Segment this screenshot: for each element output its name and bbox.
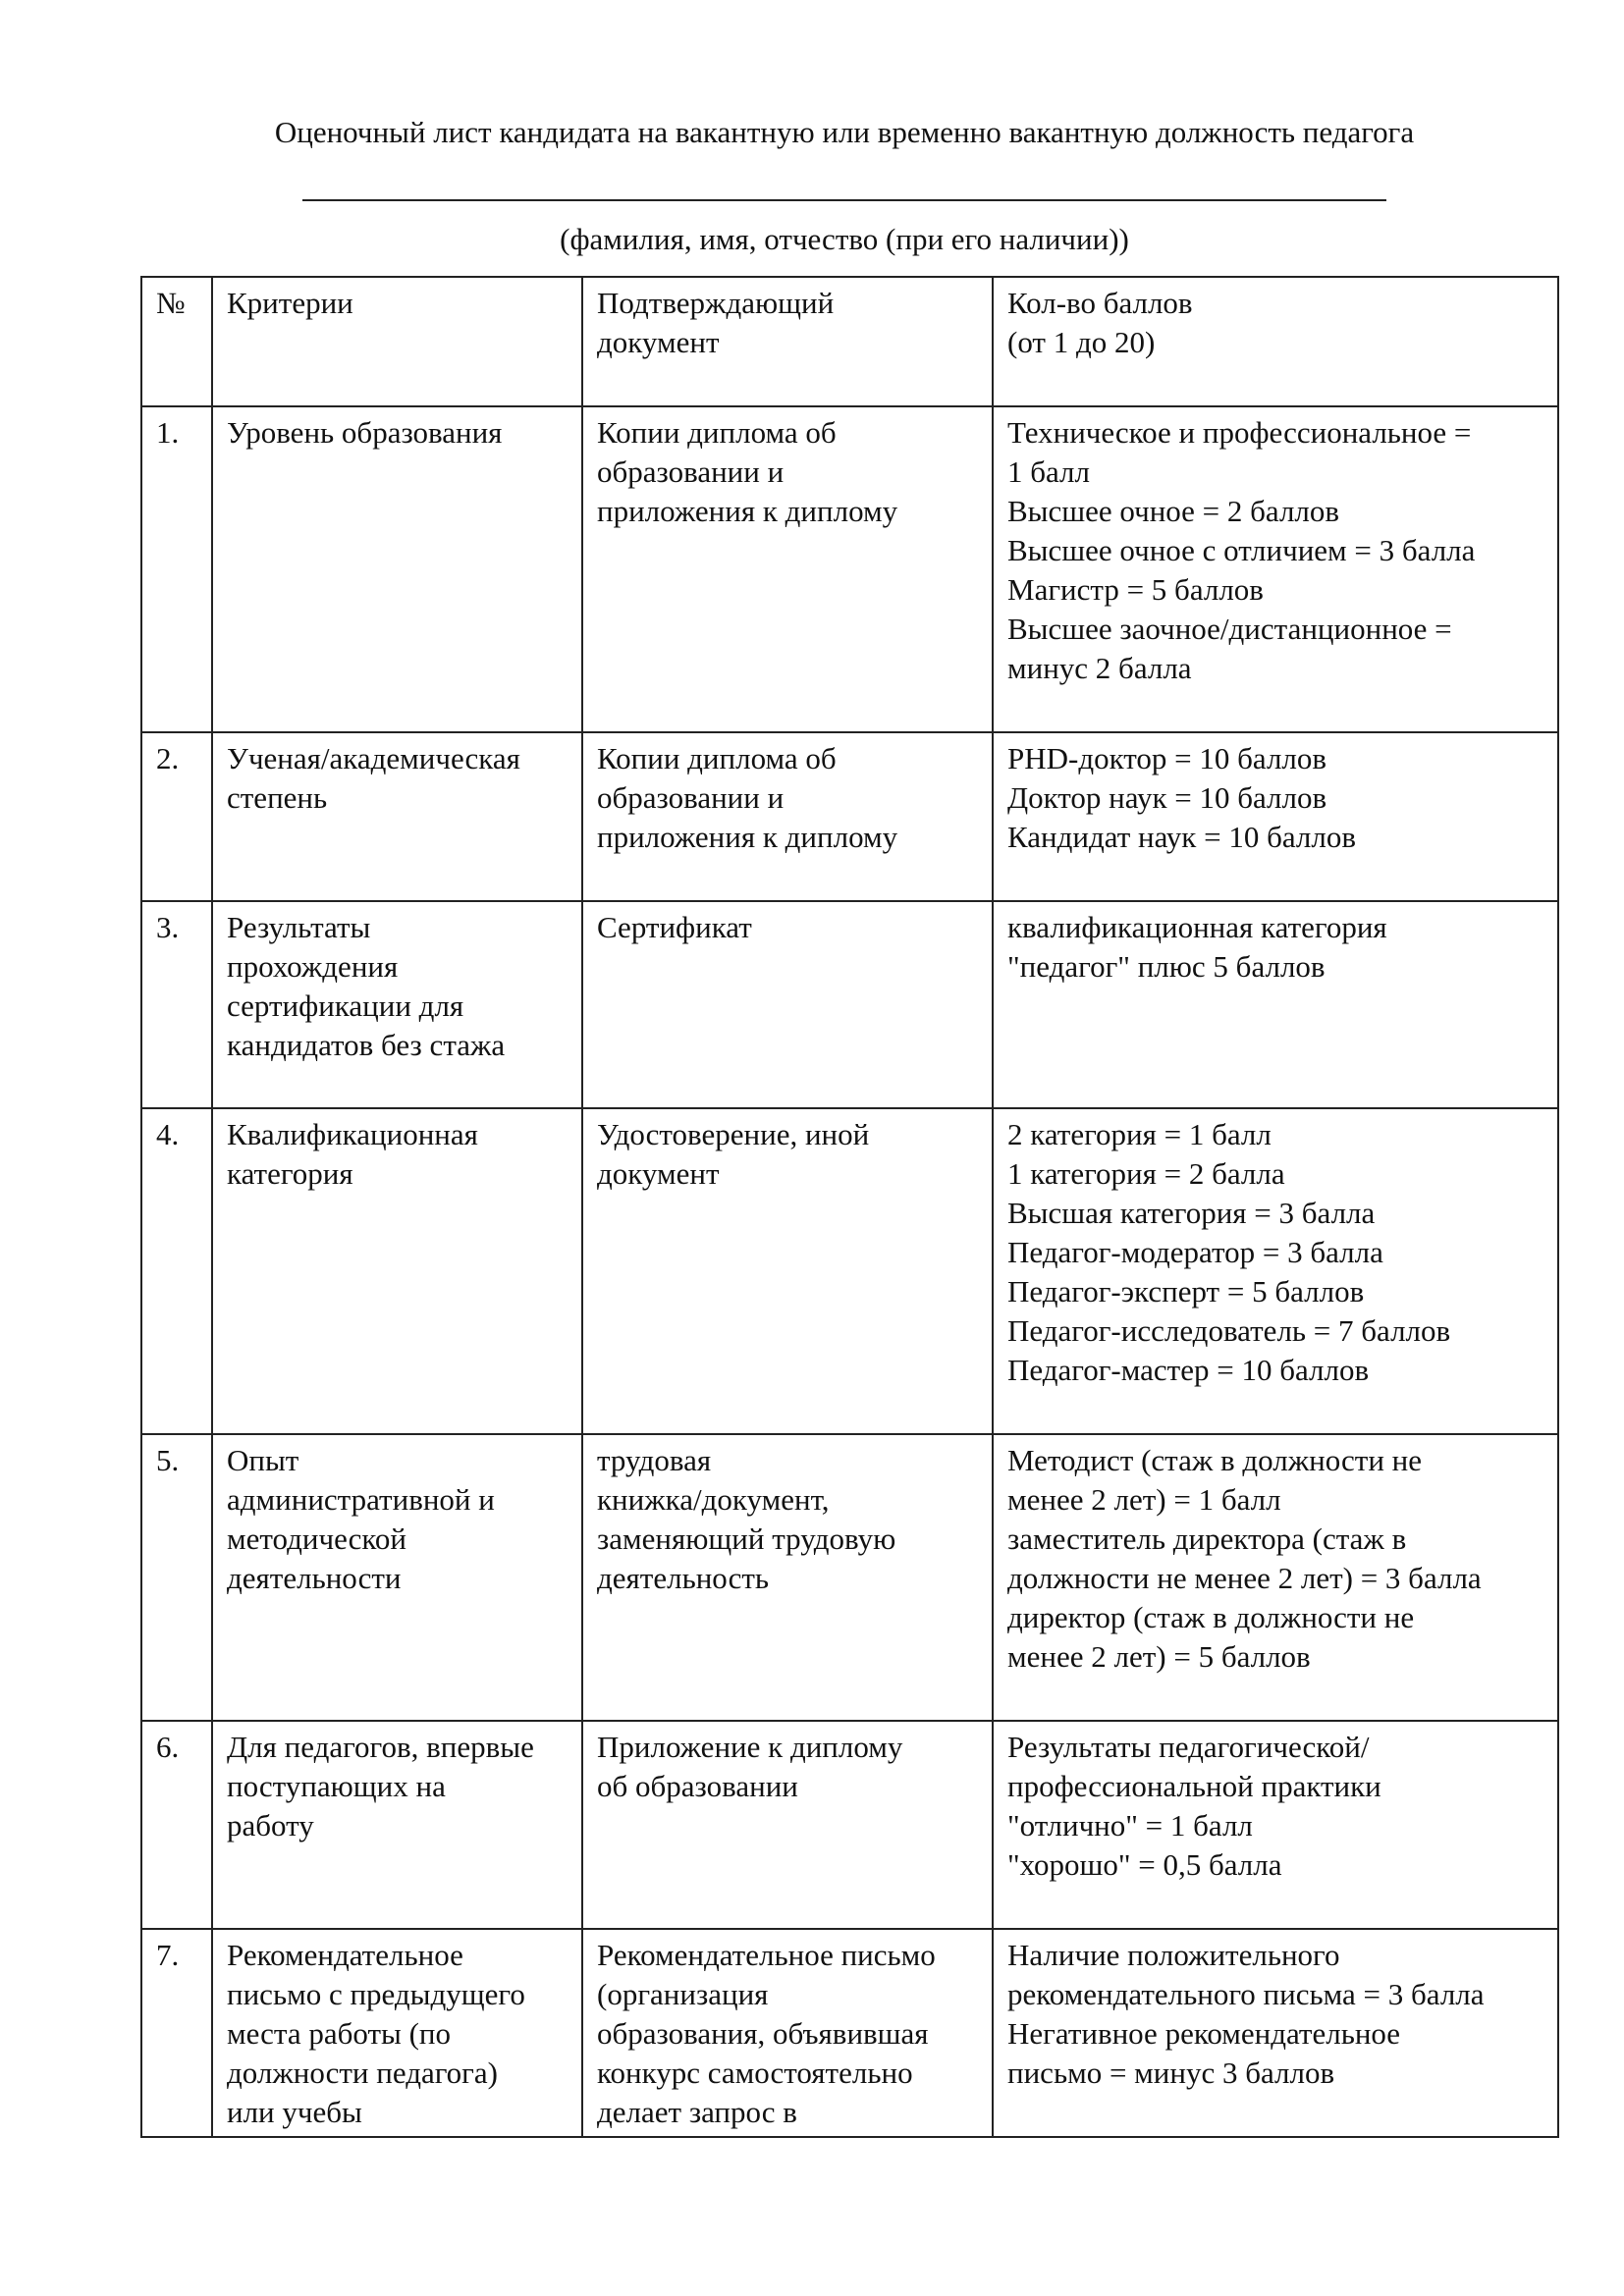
row-num-text: 4. (156, 1117, 180, 1151)
score-line: профессиональной практики (1007, 1769, 1381, 1803)
criteria-line: административной и (227, 1482, 495, 1517)
row-num-text: 3. (156, 910, 180, 944)
criteria-line: Опыт (227, 1443, 299, 1477)
document-title: Оценочный лист кандидата на вакантную или временно вакантную должность педагога (274, 115, 1415, 149)
score-line: Техническое и профессиональное = (1007, 415, 1472, 450)
score-line: 2 категория = 1 балл (1007, 1117, 1272, 1151)
row-num-text: 1. (156, 415, 180, 450)
criteria-line: прохождения (227, 949, 399, 984)
criteria-line: поступающих на (227, 1769, 446, 1803)
evaluation-table (140, 276, 1559, 2138)
row-criteria (212, 406, 582, 732)
row-num (141, 1108, 212, 1434)
score-line: менее 2 лет) = 5 баллов (1007, 1639, 1311, 1674)
criteria-line: должности педагога) (227, 2056, 498, 2090)
row-document (582, 1721, 993, 1929)
header-num-text: № (156, 286, 186, 320)
score-line: 1 категория = 2 балла (1007, 1156, 1285, 1191)
name-underline (302, 199, 1386, 201)
row-score (993, 901, 1558, 1108)
header-score (993, 277, 1558, 406)
document-line: (организация (597, 1977, 769, 2011)
document-line: книжка/документ, (597, 1482, 830, 1517)
row-score (993, 1721, 1558, 1929)
score-line: минус 2 балла (1007, 651, 1192, 685)
score-line: Высшее очное = 2 баллов (1007, 494, 1340, 528)
row-num (141, 732, 212, 901)
criteria-line: категория (227, 1156, 353, 1191)
score-line: PHD-доктор = 10 баллов (1007, 741, 1327, 775)
score-line: заместитель директора (стаж в (1007, 1522, 1407, 1556)
header-criteria (212, 277, 582, 406)
row-score (993, 1434, 1558, 1721)
row-num (141, 406, 212, 732)
document-line: Приложение к диплому (597, 1730, 903, 1764)
document-line: Удостоверение, иной (597, 1117, 870, 1151)
row-num-text: 7. (156, 1938, 180, 1972)
score-line: должности не менее 2 лет) = 3 балла (1007, 1561, 1482, 1595)
criteria-line: работу (227, 1808, 314, 1842)
score-line: рекомендательного письма = 3 балла (1007, 1977, 1485, 2011)
score-line: Высшее очное с отличием = 3 балла (1007, 533, 1476, 567)
criteria-line: или учебы (227, 2095, 362, 2129)
table-row (141, 1108, 1558, 1434)
document-line: образовании и (597, 454, 785, 489)
score-line: письмо = минус 3 баллов (1007, 2056, 1335, 2090)
criteria-line: деятельности (227, 1561, 402, 1595)
row-score (993, 1108, 1558, 1434)
row-criteria (212, 901, 582, 1108)
row-score (993, 732, 1558, 901)
document-subtitle: (фамилия, имя, отчество (при его наличии)) (560, 222, 1129, 256)
score-line: Педагог-эксперт = 5 баллов (1007, 1274, 1365, 1308)
document-line: об образовании (597, 1769, 798, 1803)
criteria-line: письмо с предыдущего (227, 1977, 525, 2011)
row-criteria (212, 1721, 582, 1929)
score-line: Педагог-мастер = 10 баллов (1007, 1353, 1370, 1387)
table-row (141, 406, 1558, 732)
score-line: 1 балл (1007, 454, 1090, 489)
score-line: Результаты педагогической/ (1007, 1730, 1370, 1764)
row-criteria (212, 732, 582, 901)
score-line: Магистр = 5 баллов (1007, 572, 1264, 607)
document-line: Копии диплома об (597, 741, 837, 775)
score-line: квалификационная категория (1007, 910, 1387, 944)
document-line: трудовая (597, 1443, 712, 1477)
header-document-line: документ (597, 325, 720, 359)
document-line: деятельность (597, 1561, 770, 1595)
score-line: Кандидат наук = 10 баллов (1007, 820, 1356, 854)
criteria-line: Уровень образования (227, 415, 503, 450)
document-line: заменяющий трудовую (597, 1522, 896, 1556)
row-num (141, 1929, 212, 2137)
row-document (582, 901, 993, 1108)
score-line: Высшая категория = 3 балла (1007, 1196, 1376, 1230)
header-document (582, 277, 993, 406)
row-document (582, 1108, 993, 1434)
row-score (993, 406, 1558, 732)
header-criteria-text: Критерии (227, 286, 353, 320)
criteria-line: методической (227, 1522, 406, 1556)
score-line: Высшее заочное/дистанционное = (1007, 612, 1452, 646)
document-line: Копии диплома об (597, 415, 837, 450)
score-line: менее 2 лет) = 1 балл (1007, 1482, 1281, 1517)
row-num-text: 5. (156, 1443, 180, 1477)
score-line: "хорошо" = 0,5 балла (1007, 1847, 1282, 1882)
row-document (582, 406, 993, 732)
table-row (141, 732, 1558, 901)
score-line: Доктор наук = 10 баллов (1007, 780, 1327, 815)
document-line: образования, объявившая (597, 2016, 929, 2051)
score-line: Педагог-модератор = 3 балла (1007, 1235, 1383, 1269)
table-row (141, 1721, 1558, 1929)
row-num (141, 1721, 212, 1929)
row-criteria (212, 1929, 582, 2137)
row-document (582, 732, 993, 901)
document-line: образовании и (597, 780, 785, 815)
table-row (141, 901, 1558, 1108)
criteria-line: Результаты (227, 910, 371, 944)
table-row (141, 1434, 1558, 1721)
document-line: Сертификат (597, 910, 752, 944)
row-criteria (212, 1434, 582, 1721)
criteria-line: Для педагогов, впервые (227, 1730, 534, 1764)
score-line: директор (стаж в должности не (1007, 1600, 1415, 1634)
row-num-text: 6. (156, 1730, 180, 1764)
criteria-line: Квалификационная (227, 1117, 478, 1151)
criteria-line: места работы (по (227, 2016, 452, 2051)
row-criteria (212, 1108, 582, 1434)
criteria-line: Ученая/академическая (227, 741, 520, 775)
score-line: Негативное рекомендательное (1007, 2016, 1401, 2051)
document-line: приложения к диплому (597, 820, 898, 854)
row-document (582, 1929, 993, 2137)
criteria-line: кандидатов без стажа (227, 1028, 506, 1062)
document-line: документ (597, 1156, 720, 1191)
table-row (141, 1929, 1558, 2137)
header-document-line: Подтверждающий (597, 286, 835, 320)
row-score (993, 1929, 1558, 2137)
document-line: приложения к диплому (597, 494, 898, 528)
document-line: конкурс самостоятельно (597, 2056, 913, 2090)
header-score-line: (от 1 до 20) (1007, 325, 1156, 359)
row-num-text: 2. (156, 741, 180, 775)
row-num (141, 1434, 212, 1721)
header-score-line: Кол-во баллов (1007, 286, 1193, 320)
criteria-line: сертификации для (227, 988, 464, 1023)
score-line: Педагог-исследователь = 7 баллов (1007, 1313, 1451, 1348)
row-document (582, 1434, 993, 1721)
score-line: Наличие положительного (1007, 1938, 1340, 1972)
table-header-row (141, 277, 1558, 406)
criteria-line: Рекомендательное (227, 1938, 463, 1972)
score-line: "отлично" = 1 балл (1007, 1808, 1253, 1842)
score-line: Методист (стаж в должности не (1007, 1443, 1423, 1477)
score-line: "педагог" плюс 5 баллов (1007, 949, 1326, 984)
row-num (141, 901, 212, 1108)
document-line: делает запрос в (597, 2095, 797, 2129)
document-line: Рекомендательное письмо (597, 1938, 936, 1972)
criteria-line: степень (227, 780, 328, 815)
header-num (141, 277, 212, 406)
